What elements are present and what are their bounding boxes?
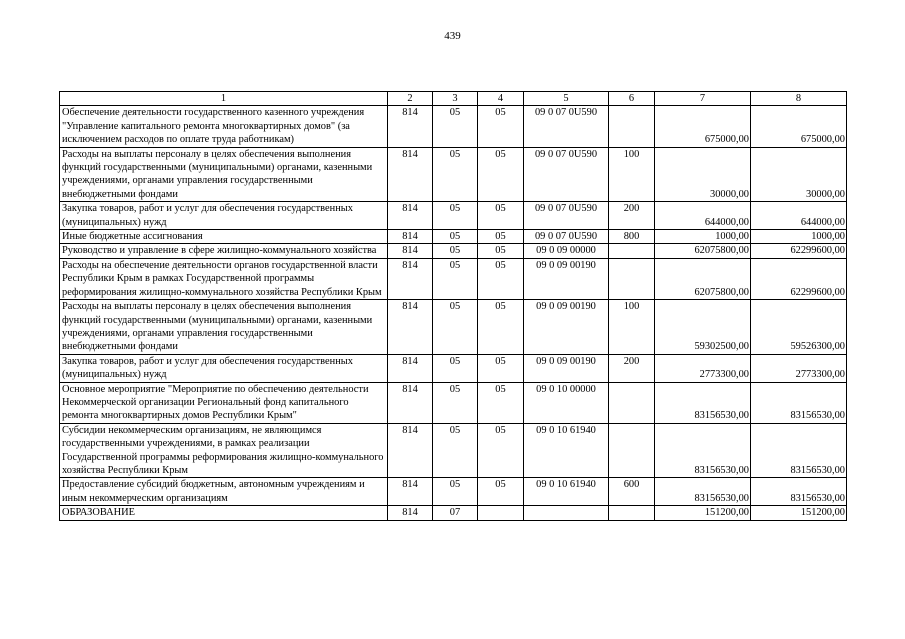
row-amount-year1: 83156530,00	[655, 423, 751, 478]
row-grbs-code: 814	[388, 244, 433, 258]
row-amount-year2: 83156530,00	[751, 382, 847, 423]
row-name: ОБРАЗОВАНИЕ	[60, 506, 388, 520]
table-row	[60, 300, 847, 355]
row-section-code: 05	[433, 106, 478, 147]
row-amount-year2: 62299600,00	[751, 258, 847, 299]
row-name: Иные бюджетные ассигнования	[60, 230, 388, 244]
row-amount-year1: 83156530,00	[655, 478, 751, 506]
row-expense-type: 200	[609, 354, 655, 382]
row-amount-year2: 59526300,00	[751, 300, 847, 355]
row-amount-year1: 62075800,00	[655, 258, 751, 299]
table-row	[60, 382, 847, 423]
row-expense-type: 100	[609, 147, 655, 202]
row-subsection-code: 05	[478, 258, 524, 299]
row-grbs-code: 814	[388, 478, 433, 506]
row-subsection-code: 05	[478, 202, 524, 230]
row-grbs-code: 814	[388, 354, 433, 382]
row-subsection-code: 05	[478, 382, 524, 423]
row-section-code: 05	[433, 230, 478, 244]
row-grbs-code: 814	[388, 230, 433, 244]
row-amount-year1: 151200,00	[655, 506, 751, 520]
row-target-article: 09 0 09 00190	[524, 300, 609, 355]
row-grbs-code: 814	[388, 106, 433, 147]
header-cell: 1	[60, 92, 388, 106]
header-cell: 3	[433, 92, 478, 106]
table-row	[60, 202, 847, 230]
row-expense-type	[609, 106, 655, 147]
row-target-article: 09 0 10 61940	[524, 478, 609, 506]
row-subsection-code: 05	[478, 354, 524, 382]
row-grbs-code: 814	[388, 202, 433, 230]
row-section-code: 05	[433, 382, 478, 423]
row-grbs-code: 814	[388, 382, 433, 423]
row-amount-year2: 62299600,00	[751, 244, 847, 258]
row-target-article	[524, 506, 609, 520]
row-amount-year1: 675000,00	[655, 106, 751, 147]
row-expense-type	[609, 382, 655, 423]
table-header-row	[60, 92, 847, 106]
row-subsection-code: 05	[478, 230, 524, 244]
header-cell: 4	[478, 92, 524, 106]
row-subsection-code: 05	[478, 423, 524, 478]
row-target-article: 09 0 07 0U590	[524, 106, 609, 147]
row-target-article: 09 0 09 00000	[524, 244, 609, 258]
row-amount-year2: 1000,00	[751, 230, 847, 244]
row-subsection-code: 05	[478, 244, 524, 258]
header-cell: 6	[609, 92, 655, 106]
row-amount-year1: 83156530,00	[655, 382, 751, 423]
row-target-article: 09 0 07 0U590	[524, 147, 609, 202]
row-subsection-code: 05	[478, 106, 524, 147]
row-amount-year1: 59302500,00	[655, 300, 751, 355]
row-target-article: 09 0 09 00190	[524, 354, 609, 382]
row-name: Расходы на выплаты персоналу в целях обеспечения выполнения функций государственными (муниципальными) органами, казенными учреждениями, органами управления государственными внебюджетными фондами	[60, 147, 388, 202]
header-cell: 7	[655, 92, 751, 106]
row-subsection-code	[478, 506, 524, 520]
row-name: Субсидии некоммерческим организациям, не являющимся государственными учреждениями, в рамках реализации Государственной программы реформирования жилищно-коммунального хозяйства Республики Крым	[60, 423, 388, 478]
row-target-article: 09 0 10 00000	[524, 382, 609, 423]
row-amount-year2: 30000,00	[751, 147, 847, 202]
row-section-code: 05	[433, 244, 478, 258]
row-amount-year2: 2773300,00	[751, 354, 847, 382]
row-amount-year1: 644000,00	[655, 202, 751, 230]
header-cell: 5	[524, 92, 609, 106]
row-expense-type: 600	[609, 478, 655, 506]
row-section-code: 05	[433, 423, 478, 478]
row-target-article: 09 0 09 00190	[524, 258, 609, 299]
row-expense-type	[609, 244, 655, 258]
row-name: Закупка товаров, работ и услуг для обеспечения государственных (муниципальных) нужд	[60, 354, 388, 382]
table-row	[60, 478, 847, 506]
table-row	[60, 354, 847, 382]
budget-table	[59, 91, 847, 521]
row-expense-type	[609, 506, 655, 520]
row-section-code: 05	[433, 147, 478, 202]
row-subsection-code: 05	[478, 478, 524, 506]
row-target-article: 09 0 07 0U590	[524, 202, 609, 230]
row-name: Обеспечение деятельности государственного казенного учреждения "Управление капитального ремонта многоквартирных домов" (за исключением расходов по оплате труда работникам)	[60, 106, 388, 147]
row-name: Руководство и управление в сфере жилищно-коммунального хозяйства	[60, 244, 388, 258]
table-row	[60, 147, 847, 202]
row-section-code: 05	[433, 202, 478, 230]
header-cell: 8	[751, 92, 847, 106]
table-row	[60, 258, 847, 299]
table-row	[60, 506, 847, 520]
table-row	[60, 106, 847, 147]
row-expense-type: 800	[609, 230, 655, 244]
row-section-code: 05	[433, 258, 478, 299]
row-expense-type	[609, 423, 655, 478]
header-cell: 2	[388, 92, 433, 106]
row-section-code: 05	[433, 354, 478, 382]
row-amount-year2: 151200,00	[751, 506, 847, 520]
row-amount-year1: 2773300,00	[655, 354, 751, 382]
table-row	[60, 230, 847, 244]
row-name: Расходы на обеспечение деятельности органов государственной власти Республики Крым в рамках Государственной программы реформирования жилищно-коммунального хозяйства Республики Крым	[60, 258, 388, 299]
page-number: 439	[444, 30, 461, 42]
row-subsection-code: 05	[478, 300, 524, 355]
row-target-article: 09 0 07 0U590	[524, 230, 609, 244]
row-grbs-code: 814	[388, 258, 433, 299]
row-amount-year2: 83156530,00	[751, 478, 847, 506]
row-name: Предоставление субсидий бюджетным, автономным учреждениям и иным некоммерческим организациям	[60, 478, 388, 506]
row-section-code: 07	[433, 506, 478, 520]
row-amount-year1: 1000,00	[655, 230, 751, 244]
row-name: Основное мероприятие "Мероприятие по обеспечению деятельности Некоммерческой организации Региональный фонд капитального ремонта многоквартирных домов Республики Крым"	[60, 382, 388, 423]
row-section-code: 05	[433, 300, 478, 355]
row-amount-year2: 675000,00	[751, 106, 847, 147]
row-name: Закупка товаров, работ и услуг для обеспечения государственных (муниципальных) нужд	[60, 202, 388, 230]
row-subsection-code: 05	[478, 147, 524, 202]
table-row	[60, 423, 847, 478]
row-expense-type	[609, 258, 655, 299]
row-section-code: 05	[433, 478, 478, 506]
row-grbs-code: 814	[388, 506, 433, 520]
table-row	[60, 244, 847, 258]
row-grbs-code: 814	[388, 147, 433, 202]
row-amount-year1: 62075800,00	[655, 244, 751, 258]
row-target-article: 09 0 10 61940	[524, 423, 609, 478]
row-expense-type: 100	[609, 300, 655, 355]
row-amount-year2: 83156530,00	[751, 423, 847, 478]
row-grbs-code: 814	[388, 423, 433, 478]
row-grbs-code: 814	[388, 300, 433, 355]
row-expense-type: 200	[609, 202, 655, 230]
row-name: Расходы на выплаты персоналу в целях обеспечения выполнения функций государственными (муниципальными) органами, казенными учреждениями, органами управления государственными внебюджетными фондами	[60, 300, 388, 355]
row-amount-year2: 644000,00	[751, 202, 847, 230]
row-amount-year1: 30000,00	[655, 147, 751, 202]
